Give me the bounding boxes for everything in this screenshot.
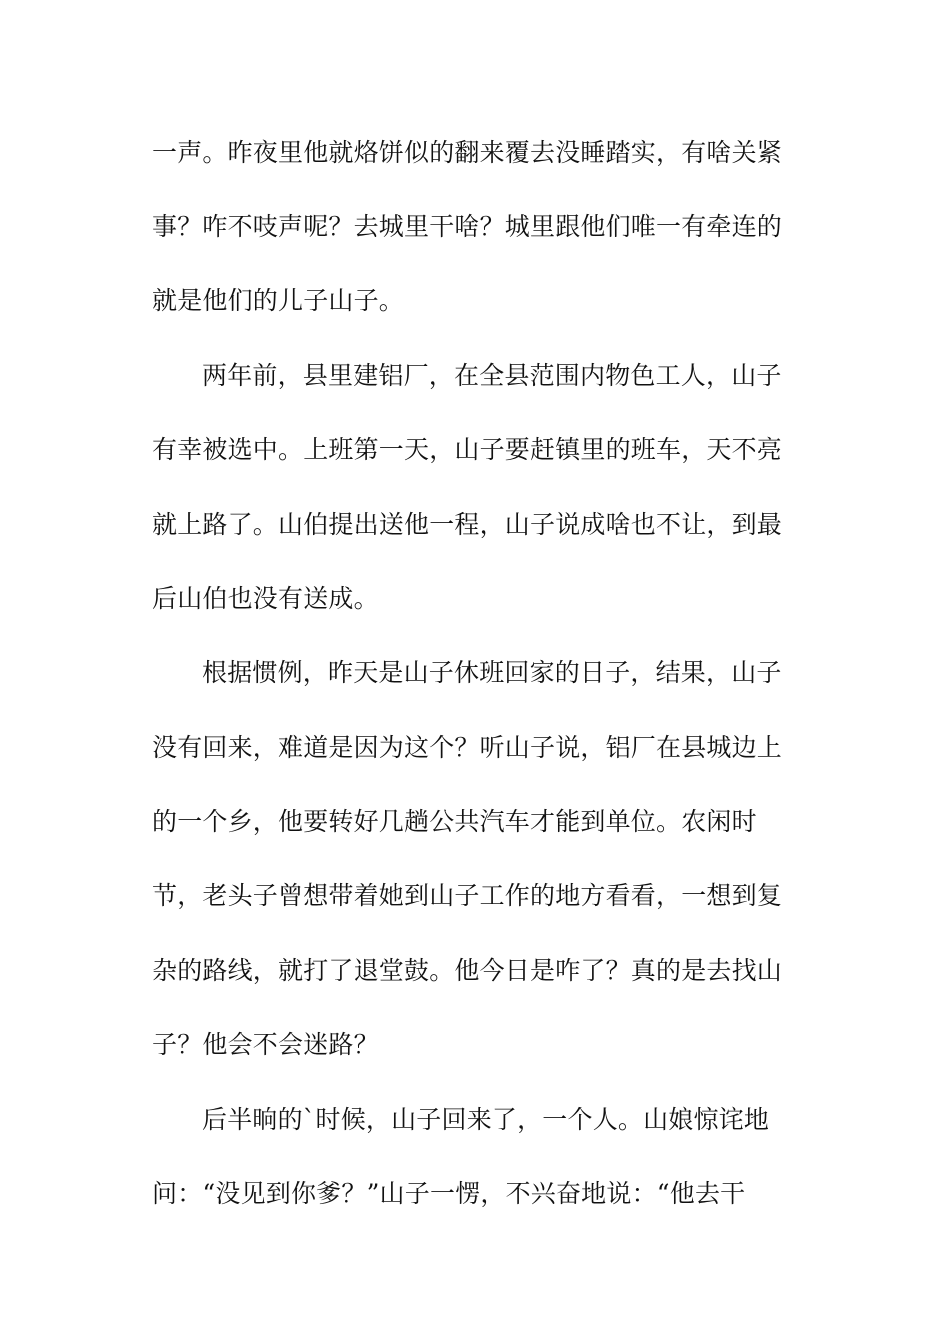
- text-line: 就上路了。山伯提出送他一程，山子说成啥也不让，到最: [152, 510, 783, 539]
- paragraph-first-line: 后半晌的`时候，山子回来了，一个人。山娘惊诧地: [202, 1105, 770, 1134]
- text-line: 就是他们的儿子山子。: [152, 286, 405, 315]
- text-line: 杂的路线，就打了退堂鼓。他今日是咋了？真的是去找山: [152, 956, 783, 985]
- text-line: 一声。昨夜里他就烙饼似的翻来覆去没睡踏实，有啥关紧: [152, 138, 783, 167]
- text-line: 子？他会不会迷路？: [152, 1030, 379, 1059]
- paragraph-first-line: 两年前，县里建铝厂，在全县范围内物色工人，山子: [202, 361, 782, 390]
- text-line: 节，老头子曾想带着她到山子工作的地方看看，一想到复: [152, 881, 783, 910]
- text-line: 有幸被选中。上班第一天，山子要赶镇里的班车，天不亮: [152, 435, 783, 464]
- text-line: 问：“没见到你爹？”山子一愣，不兴奋地说：“他去干: [152, 1179, 746, 1208]
- text-line: 后山伯也没有送成。: [152, 584, 379, 613]
- text-line: 的一个乡，他要转好几趟公共汽车才能到单位。农闲时: [152, 807, 757, 836]
- paragraph-first-line: 根据惯例，昨天是山子休班回家的日子，结果，山子: [202, 658, 782, 687]
- text-line: 没有回来，难道是因为这个？听山子说，铝厂在县城边上: [152, 733, 783, 762]
- text-line: 事？咋不吱声呢？去城里干啥？城里跟他们唯一有牵连的: [152, 212, 783, 241]
